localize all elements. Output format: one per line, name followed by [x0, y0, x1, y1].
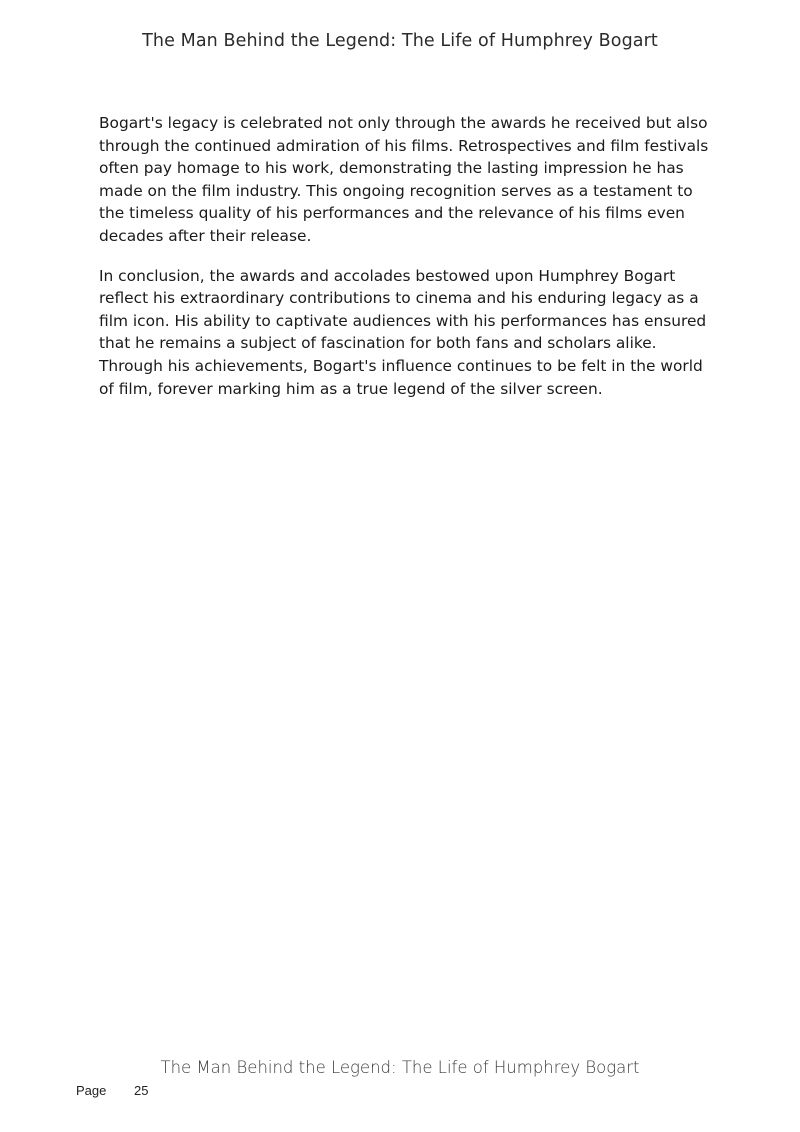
- page-header-title: The Man Behind the Legend: The Life of Humphrey Bogart: [142, 31, 658, 51]
- page-label: Page: [76, 1083, 107, 1098]
- page-number-row: [76, 1083, 148, 1098]
- body-paragraph-1: Bogart's legacy is celebrated not only through the awards he received but also through the continued admiration of his films. Retrospectives and film festivals often pay homage to his work, demonstrating the lasting impression he has made on the film industry. This ongoing recognition serves as a testament to the timeless quality of his performances and the relevance of his films even decades after their release.: [99, 114, 709, 245]
- page-number: 25: [134, 1083, 149, 1098]
- footer-title: The Man Behind the Legend: The Life of Humphrey Bogart: [160, 1058, 640, 1077]
- body-paragraph-2: In conclusion, the awards and accolades bestowed upon Humphrey Bogart reflect his extraordinary contributions to cinema and his enduring legacy as a film icon. His ability to captivate audiences with his performances has ensured that he remains a subject of fascination for both fans and scholars alike. Through his achievements, Bogart's influence continues to be felt in the world of film, forever marking him as a true legend of the silver screen.: [99, 266, 707, 398]
- page-body: [99, 112, 711, 417]
